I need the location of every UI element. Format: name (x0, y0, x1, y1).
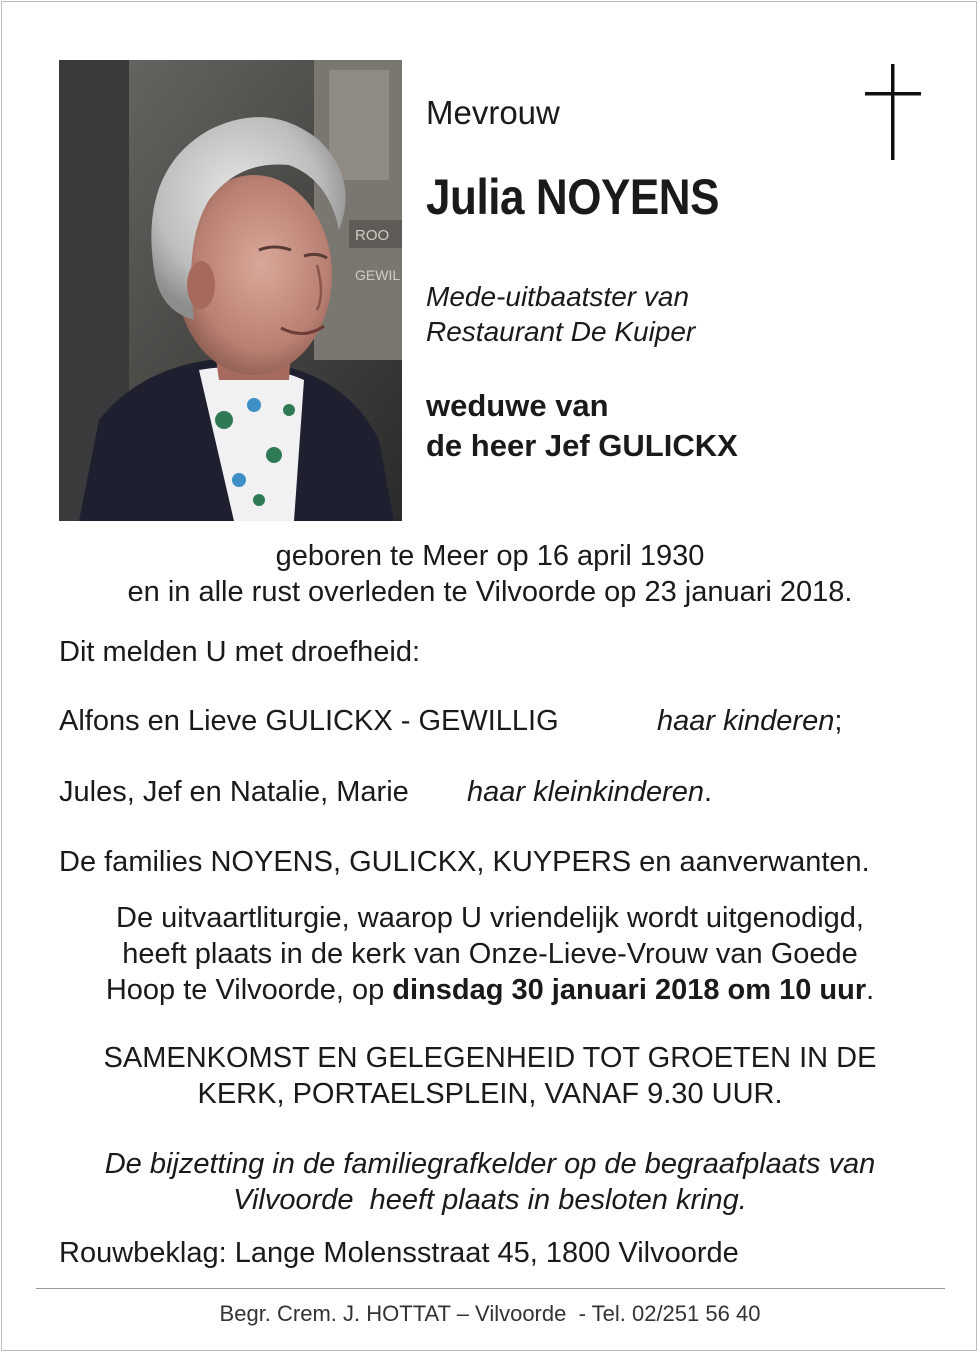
announcement: Dit melden U met droefheid: (59, 636, 421, 668)
liturgy-suffix: . (866, 974, 875, 1006)
occupation-line-2: Restaurant De Kuiper (426, 316, 696, 347)
gathering-line-2: KERK, PORTAELSPLEIN, VANAF 9.30 UUR. (197, 1078, 783, 1110)
mourner-row (59, 776, 919, 816)
mourner-names: Jules, Jef en Natalie, Marie (59, 776, 409, 808)
death-line: en in alle rust overleden te Vilvoorde op 23 januari 2018. (127, 576, 853, 608)
footer-divider (36, 1288, 945, 1289)
deceased-name: Julia NOYENS (426, 169, 720, 225)
widow-of (426, 386, 738, 466)
svg-text:GEWIL: GEWIL (355, 267, 401, 283)
funeral-liturgy (0, 900, 980, 1008)
latin-cross-icon (862, 64, 924, 160)
mourner-names: Alfons en Lieve GULICKX - GEWILLIG (59, 705, 559, 737)
mourner-punct: . (703, 776, 713, 808)
honorific: Mevrouw (426, 94, 560, 131)
widow-line-1: weduwe van (426, 388, 609, 423)
condolence-address: Rouwbeklag: Lange Molensstraat 45, 1800 Vilvoorde (59, 1237, 739, 1269)
birth-line: geboren te Meer op 16 april 1930 (275, 540, 705, 572)
mourner-relation: haar kinderen (657, 705, 835, 737)
portrait-photo (59, 60, 402, 521)
liturgy-prefix: Hoop te Vilvoorde, op (105, 974, 393, 1006)
liturgy-line-2: heeft plaats in de kerk van Onze-Lieve-Vrouw van Goede (122, 938, 858, 970)
svg-text:ROO: ROO (355, 227, 390, 244)
families-line: De families NOYENS, GULICKX, KUYPERS en aanverwanten. (59, 846, 870, 878)
widow-line-2: de heer Jef GULICKX (426, 428, 738, 463)
mourner-relation: haar kleinkinderen (467, 776, 704, 808)
mourner-punct: ; (834, 705, 843, 737)
mourner-row (59, 705, 919, 745)
liturgy-line-3 (0, 972, 980, 1008)
burial-line-2: Vilvoorde heeft plaats in besloten kring. (233, 1184, 747, 1216)
gathering-line-1: SAMENKOMST EN GELEGENHEID TOT GROETEN IN DE (103, 1042, 877, 1074)
liturgy-date: dinsdag 30 januari 2018 om 10 uur (392, 974, 867, 1006)
liturgy-line-1: De uitvaartliturgie, waarop U vriendelijk wordt uitgenodigd, (116, 902, 864, 934)
occupation-line-1: Mede-uitbaatster van (426, 281, 690, 312)
birth-death-info (0, 538, 980, 610)
undertaker-footer: Begr. Crem. J. HOTTAT – Vilvoorde - Tel. 02/251 56 40 (219, 1301, 761, 1326)
burial-info (0, 1146, 980, 1218)
occupation (426, 279, 695, 349)
burial-line-1: De bijzetting in de familiegrafkelder op de begraafplaats van (104, 1148, 876, 1180)
gathering-info (0, 1040, 980, 1112)
